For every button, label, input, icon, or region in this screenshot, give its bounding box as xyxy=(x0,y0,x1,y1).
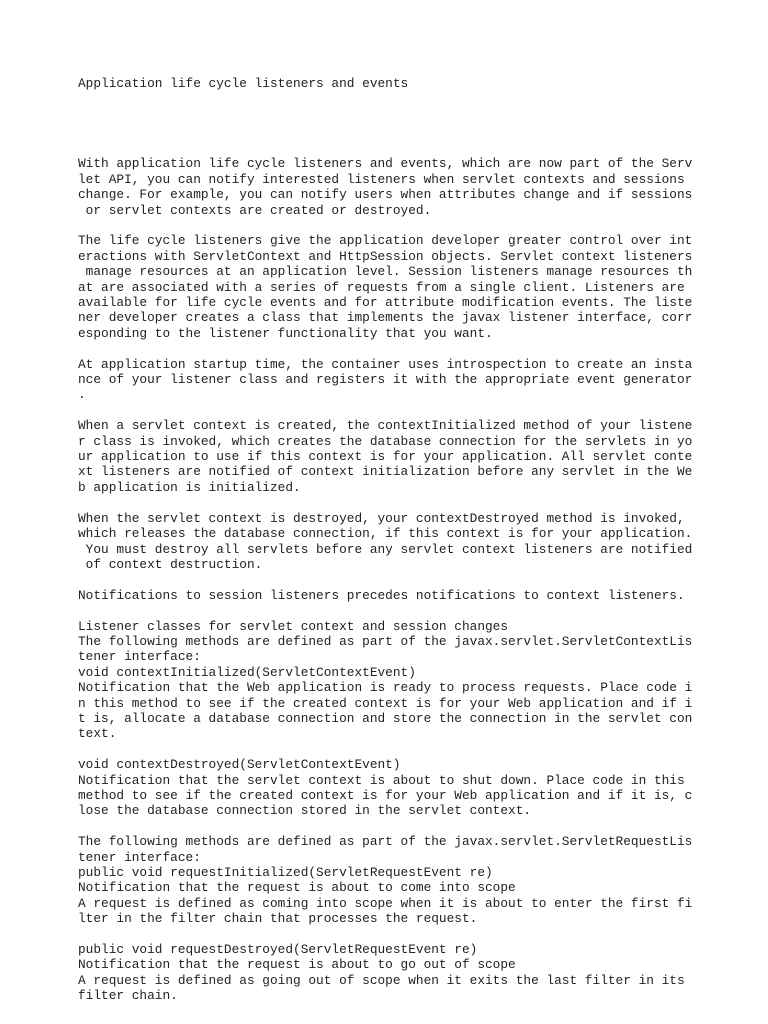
paragraph xyxy=(78,588,718,603)
text-line: Notification that the request is about to go out of scope xyxy=(78,957,516,973)
text-line: of context destruction. xyxy=(78,556,263,572)
text-line: tener interface: xyxy=(78,849,201,865)
text-line: When a servlet context is created, the contextInitialized method of your listene xyxy=(78,418,693,434)
text-line: n this method to see if the created context is for your Web application and if i xyxy=(78,695,693,711)
text-line: r class is invoked, which creates the database connection for the servlets in yo xyxy=(78,433,693,449)
text-line: public void requestInitialized(ServletRequestEvent re) xyxy=(78,864,493,880)
text-line: void contextInitialized(ServletContextEvent) xyxy=(78,664,416,680)
text-line: Notification that the Web application is ready to process requests. Place code i xyxy=(78,680,693,696)
text-line: filter chain. xyxy=(78,988,178,1004)
text-line: at are associated with a series of requests from a single client. Listeners are xyxy=(78,279,685,295)
text-line: tener interface: xyxy=(78,649,201,665)
text-line: text. xyxy=(78,726,117,742)
text-line: public void requestDestroyed(ServletRequestEvent re) xyxy=(78,941,478,957)
text-line: available for life cycle events and for attribute modification events. The liste xyxy=(78,295,693,311)
text-line: change. For example, you can notify users when attributes change and if sessions xyxy=(78,187,693,203)
text-line: method to see if the created context is for your Web application and if it is, c xyxy=(78,787,693,803)
text-line: lter in the filter chain that processes the request. xyxy=(78,911,478,927)
paragraph xyxy=(78,511,718,573)
text-line: . xyxy=(78,387,86,403)
document-body xyxy=(78,156,718,1003)
text-line: You must destroy all servlets before any servlet context listeners are notified xyxy=(78,541,693,557)
text-line: void contextDestroyed(ServletContextEvent) xyxy=(78,757,401,773)
text-line: Notification that the request is about to come into scope xyxy=(78,880,516,896)
text-line: A request is defined as going out of scope when it exits the last filter in its xyxy=(78,972,685,988)
paragraph xyxy=(78,233,718,341)
paragraph xyxy=(78,757,718,819)
paragraph xyxy=(78,619,718,742)
text-line: which releases the database connection, if this context is for your application. xyxy=(78,526,693,542)
text-line: A request is defined as coming into scope when it is about to enter the first fi xyxy=(78,895,693,911)
paragraph xyxy=(78,942,718,1004)
text-line: eractions with ServletContext and HttpSession objects. Servlet context listeners xyxy=(78,248,693,264)
text-line: Notifications to session listeners precedes notifications to context listeners. xyxy=(78,587,685,603)
text-line: manage resources at an application level. Session listeners manage resources th xyxy=(78,264,693,280)
paragraph xyxy=(78,834,718,926)
text-line: nce of your listener class and registers it with the appropriate event generator xyxy=(78,372,693,388)
text-line: let API, you can notify interested listeners when servlet contexts and sessions xyxy=(78,171,685,187)
text-line: or servlet contexts are created or destroyed. xyxy=(78,202,432,218)
text-line: At application startup time, the container uses introspection to create an insta xyxy=(78,356,693,372)
text-line: The following methods are defined as part of the javax.servlet.ServletContextLis xyxy=(78,633,693,649)
text-line: b application is initialized. xyxy=(78,479,301,495)
text-line: esponding to the listener functionality that you want. xyxy=(78,325,493,341)
text-line: ner developer creates a class that implements the javax listener interface, corr xyxy=(78,310,693,326)
document-page xyxy=(78,76,718,1019)
text-line: The life cycle listeners give the application developer greater control over int xyxy=(78,233,693,249)
text-line: The following methods are defined as part of the javax.servlet.ServletRequestLis xyxy=(78,834,693,850)
text-line: Listener classes for servlet context and session changes xyxy=(78,618,509,634)
text-line: Notification that the servlet context is about to shut down. Place code in this xyxy=(78,772,685,788)
paragraph xyxy=(78,156,718,218)
text-line: lose the database connection stored in the servlet context. xyxy=(78,803,532,819)
text-line: t is, allocate a database connection and store the connection in the servlet con xyxy=(78,710,693,726)
text-line: When the servlet context is destroyed, your contextDestroyed method is invoked, xyxy=(78,510,685,526)
text-line: With application life cycle listeners and events, which are now part of the Serv xyxy=(78,156,693,172)
paragraph xyxy=(78,357,718,403)
text-line: ur application to use if this context is for your application. All servlet conte xyxy=(78,449,693,465)
text-line: xt listeners are notified of context initialization before any servlet in the We xyxy=(78,464,693,480)
paragraph xyxy=(78,418,718,495)
document-title: Application life cycle listeners and events xyxy=(78,76,409,91)
